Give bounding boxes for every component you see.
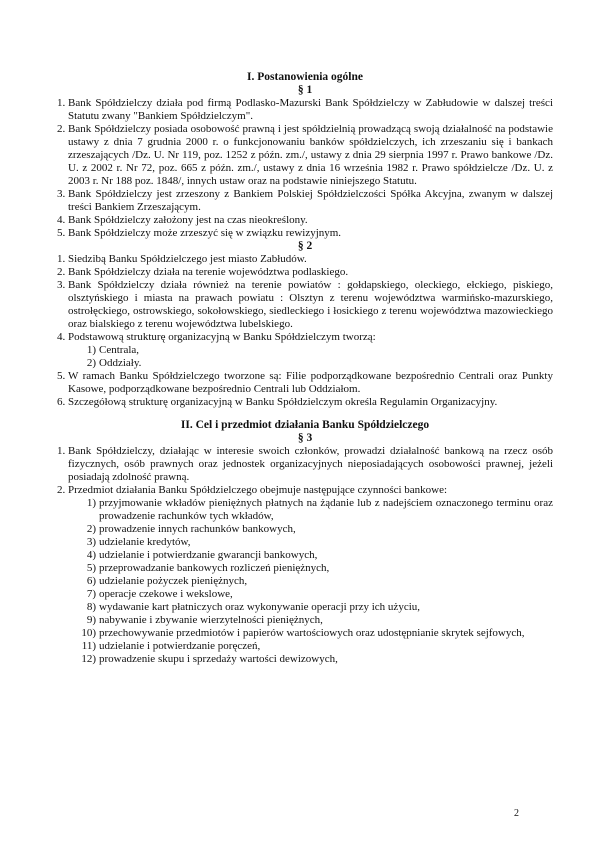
paragraph-mark-3: § 3 <box>297 432 313 444</box>
sub-item-text: wydawanie kart płatniczych oraz wykonywanie operacji przy ich użyciu, <box>99 601 421 613</box>
sub-item-text: udzielanie pożyczek pieniężnych, <box>99 575 248 587</box>
sub-item-number: 1) <box>86 497 96 509</box>
list-item <box>57 253 553 266</box>
item-text: Bank Spółdzielczy działa na terenie województwa podlaskiego. <box>68 266 349 278</box>
item-number: 3. <box>57 188 66 200</box>
item-text: Bank Spółdzielczy jest zrzeszony z Bankiem Polskiej Spółdzielczości Spółka Akcyjna, zwanym w dalszej treści Bankiem Zrzeszającym. <box>68 188 553 213</box>
sub-item <box>68 640 553 653</box>
sub-item-number: 6) <box>86 575 96 587</box>
section-title-1: I. Postanowienia ogólne <box>247 71 363 83</box>
sub-item-text: przyjmowanie wkładów pieniężnych płatnych na żądanie lub z nadejściem oznaczonego terminu oraz prowadzenie rachunków tych wkładów, <box>99 497 553 522</box>
item-number: 5. <box>57 227 66 239</box>
sub-item <box>68 601 553 614</box>
list-item <box>57 396 553 409</box>
sub-item-number: 9) <box>86 614 96 626</box>
sub-item-text: udzielanie i potwierdzanie poręczeń, <box>99 640 261 652</box>
sub-item-number: 8) <box>86 601 96 613</box>
sub-item-text: przeprowadzanie bankowych rozliczeń pieniężnych, <box>99 562 330 574</box>
sub-item <box>68 497 553 523</box>
list-item <box>57 370 553 396</box>
sub-item <box>68 523 553 536</box>
item-text: W ramach Banku Spółdzielczego tworzone są: Filie podporządkowane bezpośrednio Centrali oraz Punkty Kasowe, podporządkowane bezpośrednio Centrali lub Oddziałom. <box>68 370 553 395</box>
sub-item-text: prowadzenie innych rachunków bankowych, <box>99 523 296 535</box>
list-item <box>57 331 553 344</box>
sub-item-number: 2) <box>86 523 96 535</box>
document-body <box>57 71 553 666</box>
sub-item-number: 10) <box>81 627 96 639</box>
sub-item <box>68 653 553 666</box>
item-number: 5. <box>57 370 66 382</box>
item-number: 1. <box>57 445 66 457</box>
paragraph-mark-1: § 1 <box>297 84 313 96</box>
sub-item-text: Oddziały. <box>99 357 142 369</box>
page-number: 2 <box>514 808 519 819</box>
sub-item-number: 3) <box>86 536 96 548</box>
sub-item-text: udzielanie i potwierdzanie gwarancji bankowych, <box>99 549 318 561</box>
sub-item <box>68 562 553 575</box>
item-text: Bank Spółdzielczy, działając w interesie swoich członków, prowadzi działalność bankową na rzecz osób fizycznych, osób prawnych oraz jednostek organizacyjnych nieposiadających osobowości prawnej, jeżeli posiadają zdolność prawną. <box>68 445 553 483</box>
paragraph-2-list <box>57 253 553 409</box>
sub-item <box>68 575 553 588</box>
item-text: Bank Spółdzielczy działa pod firmą Podlasko-Mazurski Bank Spółdzielczy w Zabłudowie w dalszej treści Statutu zwany "Bankiem Spółdzielczym". <box>68 97 553 122</box>
sub-item <box>68 588 553 601</box>
sub-item <box>68 549 553 562</box>
item-text: Bank Spółdzielczy działa również na terenie powiatów : gołdapskiego, oleckiego, ełckiego, piskiego, olsztyńskiego i miasta na prawach powiatu : Olsztyn z terenu województwa warmińsko-mazurskiego, ostrołęckiego, ostrowskiego, sokołowskiego, siedleckiego i łosickiego z terenu województwa mazowieckiego oraz bialskiego z terenu województwa lubelskiego. <box>68 279 553 330</box>
list-item <box>57 123 553 188</box>
item-number: 1. <box>57 97 66 109</box>
list-item <box>57 188 553 214</box>
item-text: Szczegółową strukturę organizacyjną w Banku Spółdzielczym określa Regulamin Organizacyjny. <box>68 396 498 408</box>
item-number: 1. <box>57 253 66 265</box>
sub-item-number: 5) <box>86 562 96 574</box>
item-text: Bank Spółdzielczy posiada osobowość prawną i jest spółdzielnią prowadzącą swoją działalność na podstawie ustawy z dnia 7 grudnia 2000 r. o funkcjonowaniu banków spółdzielczych, ich zrzeszaniu się i bankach zrzeszających /Dz. U. Nr 119, poz. 1252 z późn. zm./, ustawy z dnia 29 sierpnia 1997 r. Prawo bankowe /Dz. U. z 2002 r. Nr 72, poz. 665 z późn. zm./, ustawy z dnia 16 września 1982 r. Prawo spółdzielcze /Dz. U. z 2003 r. Nr 188 poz. 1848/, innych ustaw oraz na podstawie niniejszego Statutu. <box>68 123 553 187</box>
item-text: Siedzibą Banku Spółdzielczego jest miasto Zabłudów. <box>68 253 307 265</box>
sub-item-number: 12) <box>81 653 96 665</box>
sub-item-text: operacje czekowe i wekslowe, <box>99 588 233 600</box>
sub-item <box>68 357 553 370</box>
item-number: 4. <box>57 331 66 343</box>
item-text: Bank Spółdzielczy może zrzeszyć się w związku rewizyjnym. <box>68 227 342 239</box>
sub-item-number: 4) <box>86 549 96 561</box>
sub-item-text: Centrala, <box>99 344 140 356</box>
list-item <box>57 484 553 497</box>
sub-item-number: 2) <box>86 357 96 369</box>
sub-item-text: prowadzenie skupu i sprzedaży wartości dewizowych, <box>99 653 338 665</box>
list-item <box>57 279 553 331</box>
item-text: Podstawową strukturę organizacyjną w Banku Spółdzielczym tworzą: <box>68 331 376 343</box>
list-item <box>57 445 553 484</box>
section-spacer <box>57 409 553 419</box>
list-item <box>57 227 553 240</box>
paragraph-3-list <box>57 445 553 666</box>
sub-item <box>68 536 553 549</box>
list-item <box>57 214 553 227</box>
item-number: 3. <box>57 279 66 291</box>
sub-item <box>68 614 553 627</box>
sub-item-text: nabywanie i zbywanie wierzytelności pieniężnych, <box>99 614 323 626</box>
sub-item-number: 1) <box>86 344 96 356</box>
list-item <box>57 97 553 123</box>
item-number: 2. <box>57 484 66 496</box>
item-number: 2. <box>57 123 66 135</box>
sub-item-text: udzielanie kredytów, <box>99 536 191 548</box>
sub-item-number: 11) <box>81 640 96 652</box>
sub-item <box>68 627 553 640</box>
section-title-2: II. Cel i przedmiot działania Banku Spółdzielczego <box>180 419 430 431</box>
item-number: 4. <box>57 214 66 226</box>
item-text: Przedmiot działania Banku Spółdzielczego obejmuje następujące czynności bankowe: <box>68 484 448 496</box>
item-number: 2. <box>57 266 66 278</box>
item-text: Bank Spółdzielczy założony jest na czas nieokreślony. <box>68 214 308 226</box>
list-item <box>57 266 553 279</box>
sub-item-text: przechowywanie przedmiotów i papierów wartościowych oraz udostępnianie skrytek sejfowych, <box>99 627 525 639</box>
sub-item <box>68 344 553 357</box>
sub-item-number: 7) <box>86 588 96 600</box>
paragraph-1-list <box>57 97 553 240</box>
item-number: 6. <box>57 396 66 408</box>
paragraph-mark-2: § 2 <box>297 240 313 252</box>
